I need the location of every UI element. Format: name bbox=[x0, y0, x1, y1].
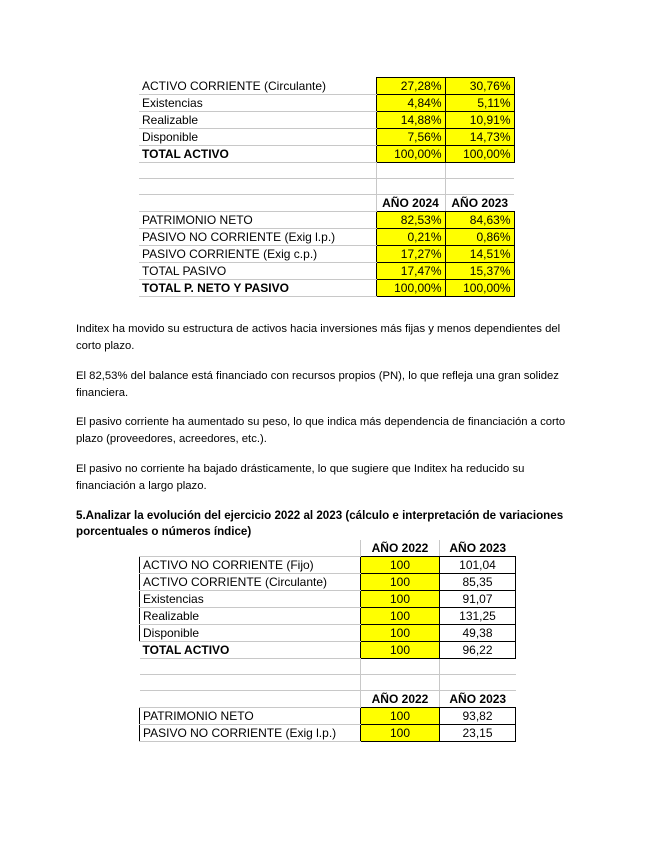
value-2023: 14,51% bbox=[445, 246, 514, 263]
empty-cell bbox=[139, 163, 376, 179]
value-2023: 0,86% bbox=[445, 229, 514, 246]
row-label: Realizable bbox=[140, 608, 361, 625]
row-label: ACTIVO CORRIENTE (Circulante) bbox=[139, 78, 376, 95]
paragraph: El pasivo no corriente ha bajado drásticamente, lo que sugiere que Inditex ha reducido su financiación a largo plazo. bbox=[76, 463, 525, 492]
empty-cell bbox=[376, 179, 445, 195]
table-row bbox=[140, 625, 516, 642]
value-2024: 0,21% bbox=[376, 229, 445, 246]
value-2022: 100 bbox=[361, 608, 440, 625]
value-2023: 100,00% bbox=[445, 146, 514, 163]
table-row-total bbox=[139, 146, 514, 163]
column-header-2024: AÑO 2024 bbox=[376, 195, 445, 212]
value-2024: 14,88% bbox=[376, 112, 445, 129]
table-row bbox=[139, 229, 514, 246]
row-label: TOTAL PASIVO bbox=[139, 263, 376, 280]
table-row bbox=[140, 574, 516, 591]
row-label: ACTIVO CORRIENTE (Circulante) bbox=[140, 574, 361, 591]
value-2023: 10,91% bbox=[445, 112, 514, 129]
empty-cell bbox=[361, 675, 440, 691]
value-2024: 100,00% bbox=[376, 280, 445, 297]
empty-cell bbox=[140, 675, 361, 691]
value-2023: 85,35 bbox=[440, 574, 516, 591]
column-header-2023: AÑO 2023 bbox=[440, 540, 516, 557]
row-label: Disponible bbox=[139, 129, 376, 146]
empty-cell bbox=[140, 540, 361, 557]
index-table bbox=[139, 540, 516, 742]
value-2022: 100 bbox=[361, 557, 440, 574]
empty-cell bbox=[445, 179, 514, 195]
column-header-2022: AÑO 2022 bbox=[361, 540, 440, 557]
row-label: PASIVO CORRIENTE (Exig c.p.) bbox=[139, 246, 376, 263]
table-row bbox=[139, 129, 514, 146]
empty-cell bbox=[140, 659, 361, 675]
table-row bbox=[140, 708, 516, 725]
value-2023: 5,11% bbox=[445, 95, 514, 112]
value-2024: 27,28% bbox=[376, 78, 445, 95]
table-row bbox=[139, 78, 514, 95]
value-2023: 96,22 bbox=[440, 642, 516, 659]
row-label: Realizable bbox=[139, 112, 376, 129]
row-label: TOTAL ACTIVO bbox=[140, 642, 361, 659]
value-2023: 14,73% bbox=[445, 129, 514, 146]
value-2023: 91,07 bbox=[440, 591, 516, 608]
empty-row bbox=[139, 179, 514, 195]
header-row bbox=[139, 195, 514, 212]
row-label: PATRIMONIO NETO bbox=[139, 212, 376, 229]
header-row bbox=[140, 540, 516, 557]
value-2024: 4,84% bbox=[376, 95, 445, 112]
table-row-total bbox=[140, 642, 516, 659]
row-label: PASIVO NO CORRIENTE (Exig l.p.) bbox=[139, 229, 376, 246]
paragraph: El pasivo corriente ha aumentado su peso, lo que indica más dependencia de financiación a corto plazo (proveedores, acreedores, etc.). bbox=[76, 416, 566, 445]
value-2023: 23,15 bbox=[440, 725, 516, 742]
empty-row bbox=[139, 163, 514, 179]
table-row-total bbox=[139, 280, 514, 297]
paragraph: El 82,53% del balance está financiado con recursos propios (PN), lo que refleja una gran solidez financiera. bbox=[76, 370, 559, 399]
value-2022: 100 bbox=[361, 725, 440, 742]
value-2022: 100 bbox=[361, 625, 440, 642]
value-2023: 131,25 bbox=[440, 608, 516, 625]
table-row bbox=[139, 212, 514, 229]
row-label: TOTAL ACTIVO bbox=[139, 146, 376, 163]
column-header-2022: AÑO 2022 bbox=[361, 691, 440, 708]
empty-cell bbox=[445, 163, 514, 179]
value-2022: 100 bbox=[361, 708, 440, 725]
empty-cell bbox=[139, 179, 376, 195]
empty-cell bbox=[140, 691, 361, 708]
value-2024: 100,00% bbox=[376, 146, 445, 163]
structure-table bbox=[139, 77, 515, 297]
empty-cell bbox=[139, 195, 376, 212]
column-header-2023: AÑO 2023 bbox=[445, 195, 514, 212]
row-label: ACTIVO NO CORRIENTE (Fijo) bbox=[140, 557, 361, 574]
row-label: Existencias bbox=[140, 591, 361, 608]
value-2022: 100 bbox=[361, 574, 440, 591]
table-row bbox=[140, 608, 516, 625]
row-label: TOTAL P. NETO Y PASIVO bbox=[139, 280, 376, 297]
empty-cell bbox=[440, 675, 516, 691]
row-label: PASIVO NO CORRIENTE (Exig l.p.) bbox=[140, 725, 361, 742]
column-header-2023: AÑO 2023 bbox=[440, 691, 516, 708]
empty-row bbox=[140, 659, 516, 675]
value-2022: 100 bbox=[361, 642, 440, 659]
row-label: PATRIMONIO NETO bbox=[140, 708, 361, 725]
header-row bbox=[140, 691, 516, 708]
table-row bbox=[139, 263, 514, 280]
row-label: Disponible bbox=[140, 625, 361, 642]
table-row bbox=[140, 725, 516, 742]
table-row bbox=[139, 246, 514, 263]
value-2024: 82,53% bbox=[376, 212, 445, 229]
paragraph: Inditex ha movido su estructura de activos hacia inversiones más fijas y menos dependientes del corto plazo. bbox=[76, 323, 561, 352]
row-label: Existencias bbox=[139, 95, 376, 112]
value-2023: 93,82 bbox=[440, 708, 516, 725]
value-2023: 84,63% bbox=[445, 212, 514, 229]
empty-cell bbox=[440, 659, 516, 675]
empty-cell bbox=[361, 659, 440, 675]
section-title: 5.Analizar la evolución del ejercicio 2022 al 2023 (cálculo e interpretación de variaciones porcentuales o números índice) bbox=[76, 509, 564, 538]
table-row bbox=[140, 557, 516, 574]
value-2024: 17,27% bbox=[376, 246, 445, 263]
value-2024: 17,47% bbox=[376, 263, 445, 280]
value-2024: 7,56% bbox=[376, 129, 445, 146]
value-2022: 100 bbox=[361, 591, 440, 608]
empty-row bbox=[140, 675, 516, 691]
value-2023: 15,37% bbox=[445, 263, 514, 280]
empty-cell bbox=[376, 163, 445, 179]
table-row bbox=[139, 95, 514, 112]
table-row bbox=[140, 591, 516, 608]
value-2023: 101,04 bbox=[440, 557, 516, 574]
value-2023: 100,00% bbox=[445, 280, 514, 297]
table-row bbox=[139, 112, 514, 129]
value-2023: 49,38 bbox=[440, 625, 516, 642]
value-2023: 30,76% bbox=[445, 78, 514, 95]
